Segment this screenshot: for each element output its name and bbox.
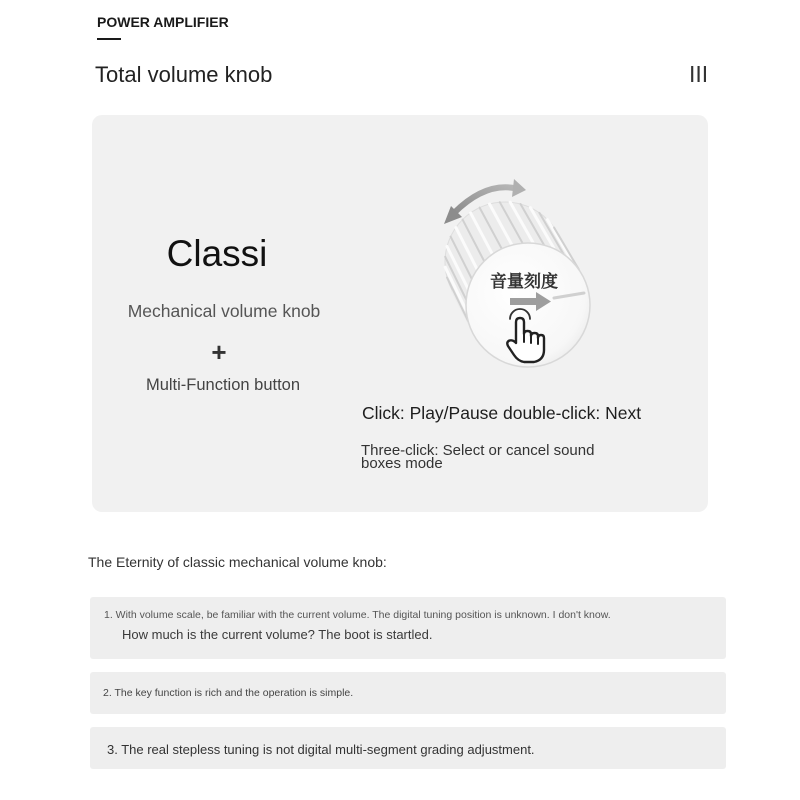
category-label: POWER AMPLIFIER xyxy=(97,14,229,30)
list-item xyxy=(90,727,726,769)
product-name: Classi xyxy=(166,233,268,274)
list-item-text: 2. The key function is rich and the operation is simple. xyxy=(103,687,354,699)
click-function-info: Click: Play/Pause double-click: Next xyxy=(362,403,642,423)
category-underline xyxy=(97,38,121,40)
feature-multifunction-button: Multi-Function button xyxy=(145,376,301,394)
section-heading: The Eternity of classic mechanical volume knob: xyxy=(88,554,387,570)
list-item xyxy=(90,672,726,714)
plus-sign: + xyxy=(211,337,227,367)
page-title: Total volume knob xyxy=(95,62,273,87)
feature-mechanical-knob: Mechanical volume knob xyxy=(127,301,321,321)
list-item xyxy=(90,597,726,659)
list-item-text: 1. With volume scale, be familiar with the current volume. The digital tuning position is unknown. I don't know. xyxy=(104,609,611,621)
three-click-function-info: Three-click: Select or cancel sound boxes mode xyxy=(361,442,595,472)
knob-scale-label: 音量刻度 xyxy=(490,272,558,291)
feature-panel xyxy=(92,115,708,512)
list-item-text-continuation: How much is the current volume? The boot is startled. xyxy=(122,627,433,642)
volume-knob-illustration xyxy=(430,175,610,375)
list-item-text: 3. The real stepless tuning is not digital multi-segment grading adjustment. xyxy=(107,742,535,757)
three-bars-mark: III xyxy=(689,61,709,87)
